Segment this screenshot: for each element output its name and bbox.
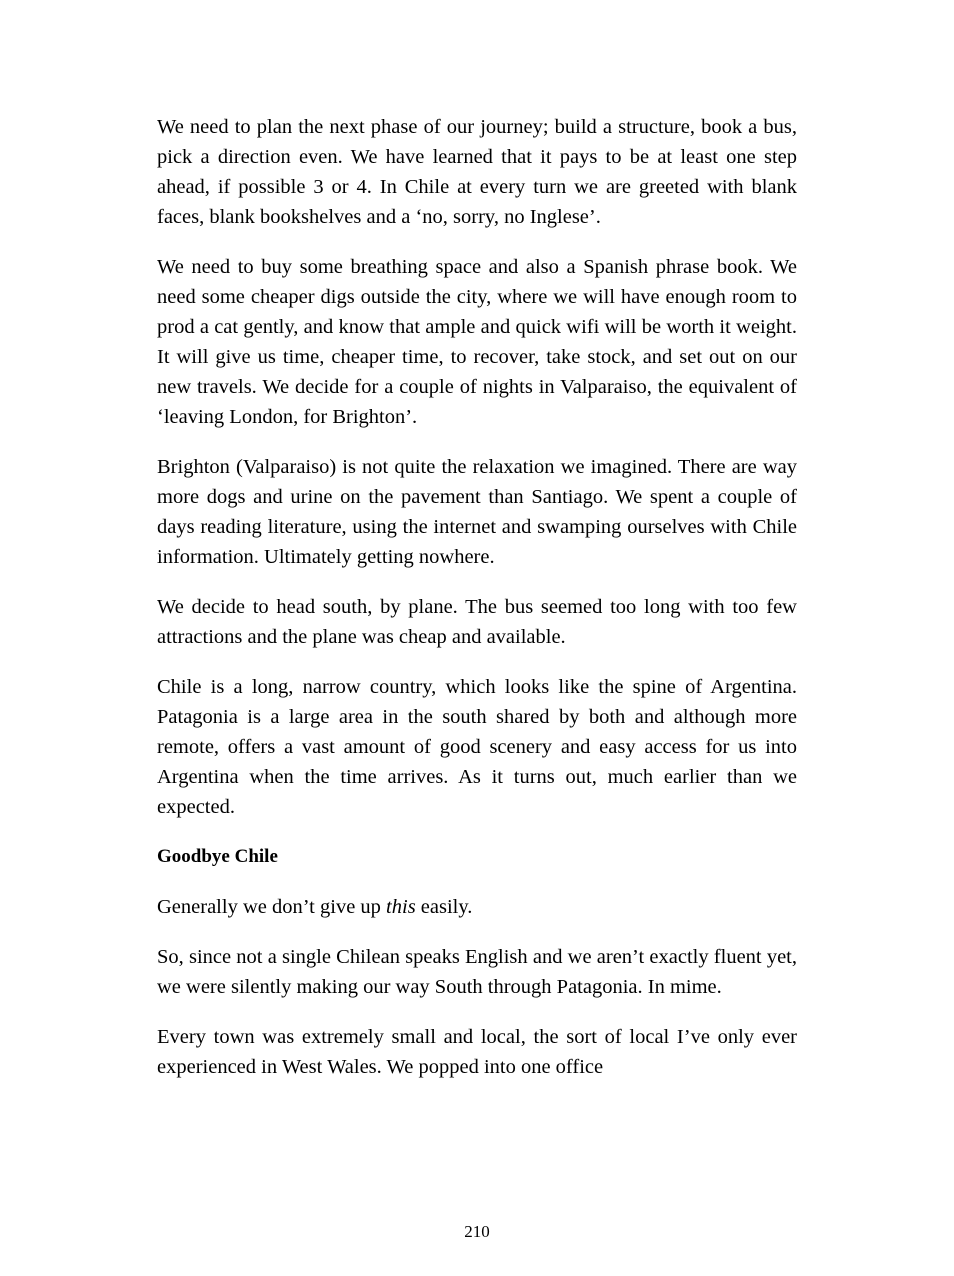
paragraph-4: We decide to head south, by plane. The bus seemed too long with too few attractions and the plane was cheap and available. [157, 596, 797, 648]
paragraph-6-text-before: Generally we don’t give up [157, 896, 387, 918]
paragraph-1: We need to plan the next phase of our journey; build a structure, book a bus, pick a direction even. We have learned that it pays to be at least one step ahead, if possible 3 or 4. In Chile at every turn we are greeted with blank faces, blank bookshelves and a ‘no, sorry, no Inglese’. [157, 116, 797, 228]
paragraph-6 [157, 892, 797, 922]
page-body [157, 112, 797, 1082]
page-number: 210 [464, 1222, 490, 1241]
paragraph-5: Chile is a long, narrow country, which looks like the spine of Argentina. Patagonia is a large area in the south shared by both and although more remote, offers a vast amount of good scenery and easy access for us into Argentina when the time arrives. As it turns out, much earlier than we expected. [157, 676, 797, 818]
paragraph-3: Brighton (Valparaiso) is not quite the relaxation we imagined. There are way more dogs and urine on the pavement than Santiago. We spent a couple of days reading literature, using the internet and swamping ourselves with Chile information. Ultimately getting nowhere. [157, 456, 797, 568]
paragraph-8: Every town was extremely small and local, the sort of local I’ve only ever experienced in West Wales. We popped into one office [157, 1026, 797, 1078]
paragraph-7: So, since not a single Chilean speaks English and we aren’t exactly fluent yet, we were silently making our way South through Patagonia. In mime. [157, 946, 797, 998]
paragraph-2: We need to buy some breathing space and also a Spanish phrase book. We need some cheaper digs outside the city, where we will have enough room to prod a cat gently, and know that ample and quick wifi will be worth it weight. It will give us time, cheaper time, to recover, take stock, and set out on our new travels. We decide for a couple of nights in Valparaiso, the equivalent of ‘leaving London, for Brighton’. [157, 256, 797, 428]
paragraph-6-text-after: easily. [415, 896, 473, 918]
section-heading-goodbye-chile: Goodbye Chile [157, 846, 278, 867]
paragraph-6-emphasis: this [386, 896, 416, 918]
